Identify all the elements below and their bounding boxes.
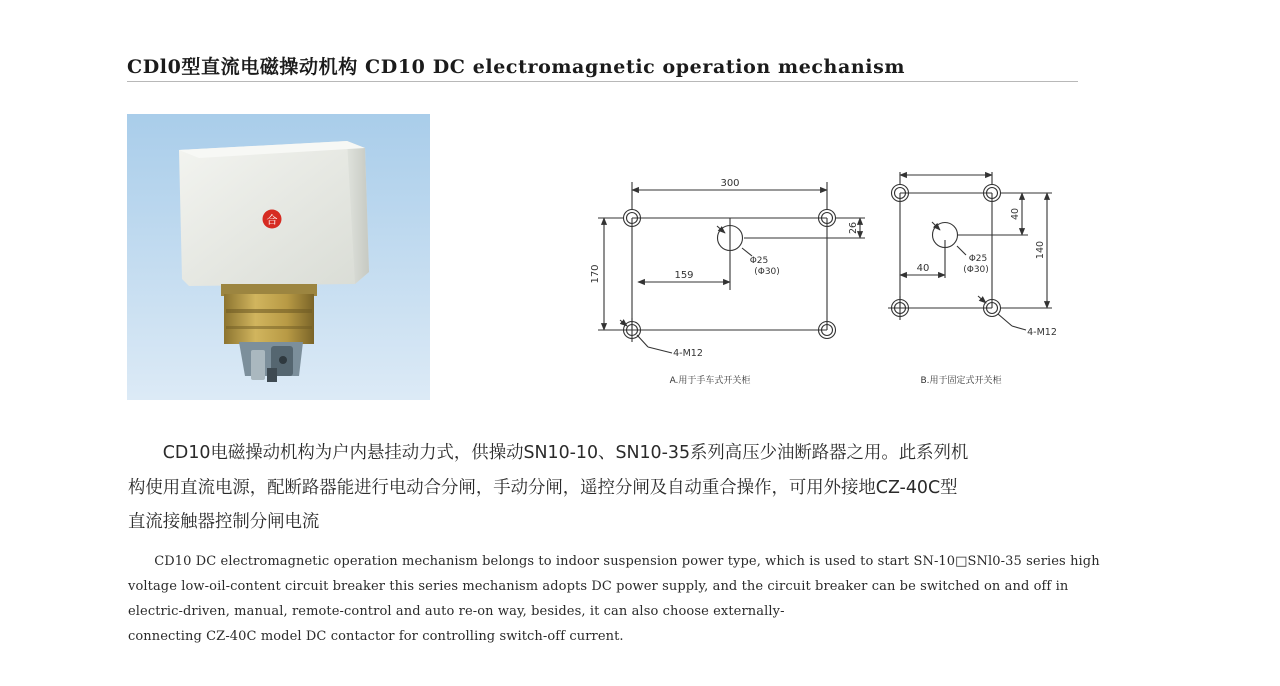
dim-offset-label: 26: [848, 221, 859, 235]
dim-center-label-b: 40: [916, 263, 930, 274]
dim-height-label-b: 140: [1035, 240, 1046, 260]
dim-width-label: 300: [720, 178, 740, 189]
diagram-a-caption: A.用于手车式开关柜: [669, 376, 751, 386]
page-title: CDl0型直流电磁操动机构 CD10 DC electromagnetic operation mechanism: [127, 56, 906, 78]
hole-small-label: Φ25: [749, 256, 769, 266]
dim-height-label: 170: [590, 264, 601, 284]
mounting-diagram: [580, 160, 1080, 395]
en-line: CD10 DC electromagnetic operation mechanism belongs to indoor suspension power type, which is used to start SN-10□SNl0-35 series high: [128, 554, 1100, 569]
hole-small-label-b: Φ25: [968, 254, 988, 264]
dim-center-label: 159: [674, 270, 694, 281]
svg-text:合: 合: [266, 213, 278, 227]
en-line: electric-driven, manual, remote-control and auto re-on way, besides, it can also choose externally-: [128, 604, 785, 619]
cn-line: 直流接触器控制分闸电流: [128, 512, 320, 532]
dim-offset-v-label: 40: [1010, 207, 1021, 221]
en-line: connecting CZ-40C model DC contactor for controlling switch-off current.: [128, 629, 624, 644]
title-divider: [127, 81, 1078, 82]
diagram-b-caption: B.用于固定式开关柜: [920, 376, 1002, 386]
bolts-label-b: 4-M12: [1027, 327, 1057, 338]
hole-large-label: (Φ30): [754, 267, 780, 277]
product-photo: [127, 114, 430, 400]
en-line: voltage low-oil-content circuit breaker this series mechanism adopts DC power supply, and the circuit breaker can be switched on and off in: [128, 579, 1069, 594]
close-badge-icon: [263, 210, 282, 229]
bolts-label: 4-M12: [673, 348, 703, 359]
hole-large-label-b: (Φ30): [963, 265, 989, 275]
cn-line: CD10电磁操动机构为户内悬挂动力式，供操动SN10-10、SN10-35系列高压少油断路器之用。此系列机: [128, 443, 969, 463]
cn-line: 构使用直流电源，配断路器能进行电动合分闸，手动分闸，遥控分闸及自动重合操作，可用外接地CZ-40C型: [128, 477, 958, 498]
english-description: [128, 549, 1100, 649]
chinese-description: [128, 436, 1083, 540]
